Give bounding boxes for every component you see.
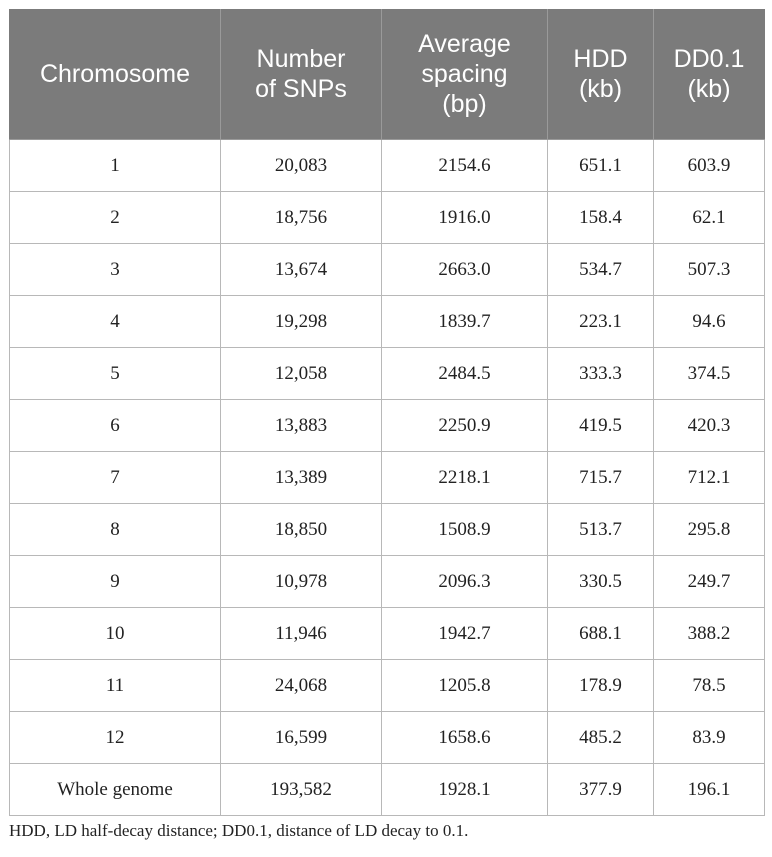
cell-hdd: 223.1 (548, 296, 654, 348)
table-row-whole-genome (10, 764, 765, 816)
header-dd01-line-1: DD0.1 (673, 45, 745, 73)
cell-average-spacing: 1916.0 (382, 192, 548, 244)
header-chromosome (10, 9, 221, 140)
cell-hdd: 158.4 (548, 192, 654, 244)
cell-dd01: 196.1 (654, 764, 765, 816)
cell-chromosome: 1 (10, 140, 221, 192)
cell-number-of-snps: 19,298 (221, 296, 382, 348)
header-number-of-snps (221, 9, 382, 140)
table-body (10, 140, 765, 816)
header-row (10, 9, 765, 140)
table-row (10, 660, 765, 712)
table-row (10, 608, 765, 660)
cell-dd01: 712.1 (654, 452, 765, 504)
cell-number-of-snps: 12,058 (221, 348, 382, 400)
cell-dd01: 83.9 (654, 712, 765, 764)
cell-chromosome: 5 (10, 348, 221, 400)
table-row (10, 296, 765, 348)
cell-chromosome: 8 (10, 504, 221, 556)
cell-average-spacing: 1928.1 (382, 764, 548, 816)
cell-average-spacing: 2250.9 (382, 400, 548, 452)
cell-hdd: 513.7 (548, 504, 654, 556)
cell-chromosome: 4 (10, 296, 221, 348)
cell-average-spacing: 2484.5 (382, 348, 548, 400)
table-row (10, 504, 765, 556)
cell-dd01: 249.7 (654, 556, 765, 608)
cell-number-of-snps: 20,083 (221, 140, 382, 192)
cell-hdd: 485.2 (548, 712, 654, 764)
cell-number-of-snps: 11,946 (221, 608, 382, 660)
cell-dd01: 420.3 (654, 400, 765, 452)
cell-dd01: 94.6 (654, 296, 765, 348)
table-row (10, 244, 765, 296)
cell-number-of-snps: 193,582 (221, 764, 382, 816)
table-row (10, 556, 765, 608)
cell-hdd: 377.9 (548, 764, 654, 816)
cell-chromosome: 10 (10, 608, 221, 660)
cell-hdd: 715.7 (548, 452, 654, 504)
cell-chromosome: 9 (10, 556, 221, 608)
header-chromosome-line-1: Chromosome (39, 60, 191, 88)
table-row (10, 192, 765, 244)
header-hdd-line-2: (kb) (578, 75, 623, 103)
cell-average-spacing: 2663.0 (382, 244, 548, 296)
cell-dd01: 603.9 (654, 140, 765, 192)
cell-hdd: 419.5 (548, 400, 654, 452)
cell-hdd: 333.3 (548, 348, 654, 400)
cell-hdd: 688.1 (548, 608, 654, 660)
cell-number-of-snps: 18,756 (221, 192, 382, 244)
ld-decay-table (9, 9, 765, 816)
ld-decay-table-container (9, 9, 764, 816)
table-row (10, 348, 765, 400)
cell-hdd: 651.1 (548, 140, 654, 192)
cell-average-spacing: 1508.9 (382, 504, 548, 556)
cell-chromosome: Whole genome (10, 764, 221, 816)
header-average-spacing-line-2: spacing (421, 60, 508, 88)
cell-dd01: 78.5 (654, 660, 765, 712)
header-hdd (548, 9, 654, 140)
cell-chromosome: 7 (10, 452, 221, 504)
cell-chromosome: 6 (10, 400, 221, 452)
header-hdd-line-1: HDD (573, 45, 628, 73)
cell-chromosome: 11 (10, 660, 221, 712)
cell-dd01: 507.3 (654, 244, 765, 296)
table-footnote: HDD, LD half-decay distance; DD0.1, distance of LD decay to 0.1. (9, 821, 469, 840)
header-average-spacing-line-1: Average (418, 30, 511, 58)
cell-average-spacing: 1942.7 (382, 608, 548, 660)
cell-hdd: 534.7 (548, 244, 654, 296)
header-number-of-snps-line-2: of SNPs (255, 75, 347, 103)
cell-average-spacing: 1205.8 (382, 660, 548, 712)
cell-chromosome: 12 (10, 712, 221, 764)
cell-number-of-snps: 13,389 (221, 452, 382, 504)
table-row (10, 400, 765, 452)
table-row (10, 140, 765, 192)
cell-average-spacing: 1658.6 (382, 712, 548, 764)
cell-average-spacing: 2096.3 (382, 556, 548, 608)
cell-average-spacing: 1839.7 (382, 296, 548, 348)
cell-dd01: 62.1 (654, 192, 765, 244)
cell-number-of-snps: 13,674 (221, 244, 382, 296)
cell-chromosome: 2 (10, 192, 221, 244)
cell-number-of-snps: 16,599 (221, 712, 382, 764)
table-header (10, 9, 765, 140)
cell-dd01: 374.5 (654, 348, 765, 400)
header-average-spacing-line-3: (bp) (442, 90, 487, 118)
cell-chromosome: 3 (10, 244, 221, 296)
table-row (10, 452, 765, 504)
cell-dd01: 295.8 (654, 504, 765, 556)
cell-dd01: 388.2 (654, 608, 765, 660)
cell-average-spacing: 2154.6 (382, 140, 548, 192)
header-number-of-snps-line-1: Number (256, 45, 346, 73)
header-dd01 (654, 9, 765, 140)
table-row (10, 712, 765, 764)
cell-number-of-snps: 24,068 (221, 660, 382, 712)
cell-number-of-snps: 13,883 (221, 400, 382, 452)
cell-number-of-snps: 10,978 (221, 556, 382, 608)
cell-average-spacing: 2218.1 (382, 452, 548, 504)
header-dd01-line-2: (kb) (687, 75, 731, 103)
cell-number-of-snps: 18,850 (221, 504, 382, 556)
cell-hdd: 178.9 (548, 660, 654, 712)
cell-hdd: 330.5 (548, 556, 654, 608)
header-average-spacing (382, 9, 548, 140)
